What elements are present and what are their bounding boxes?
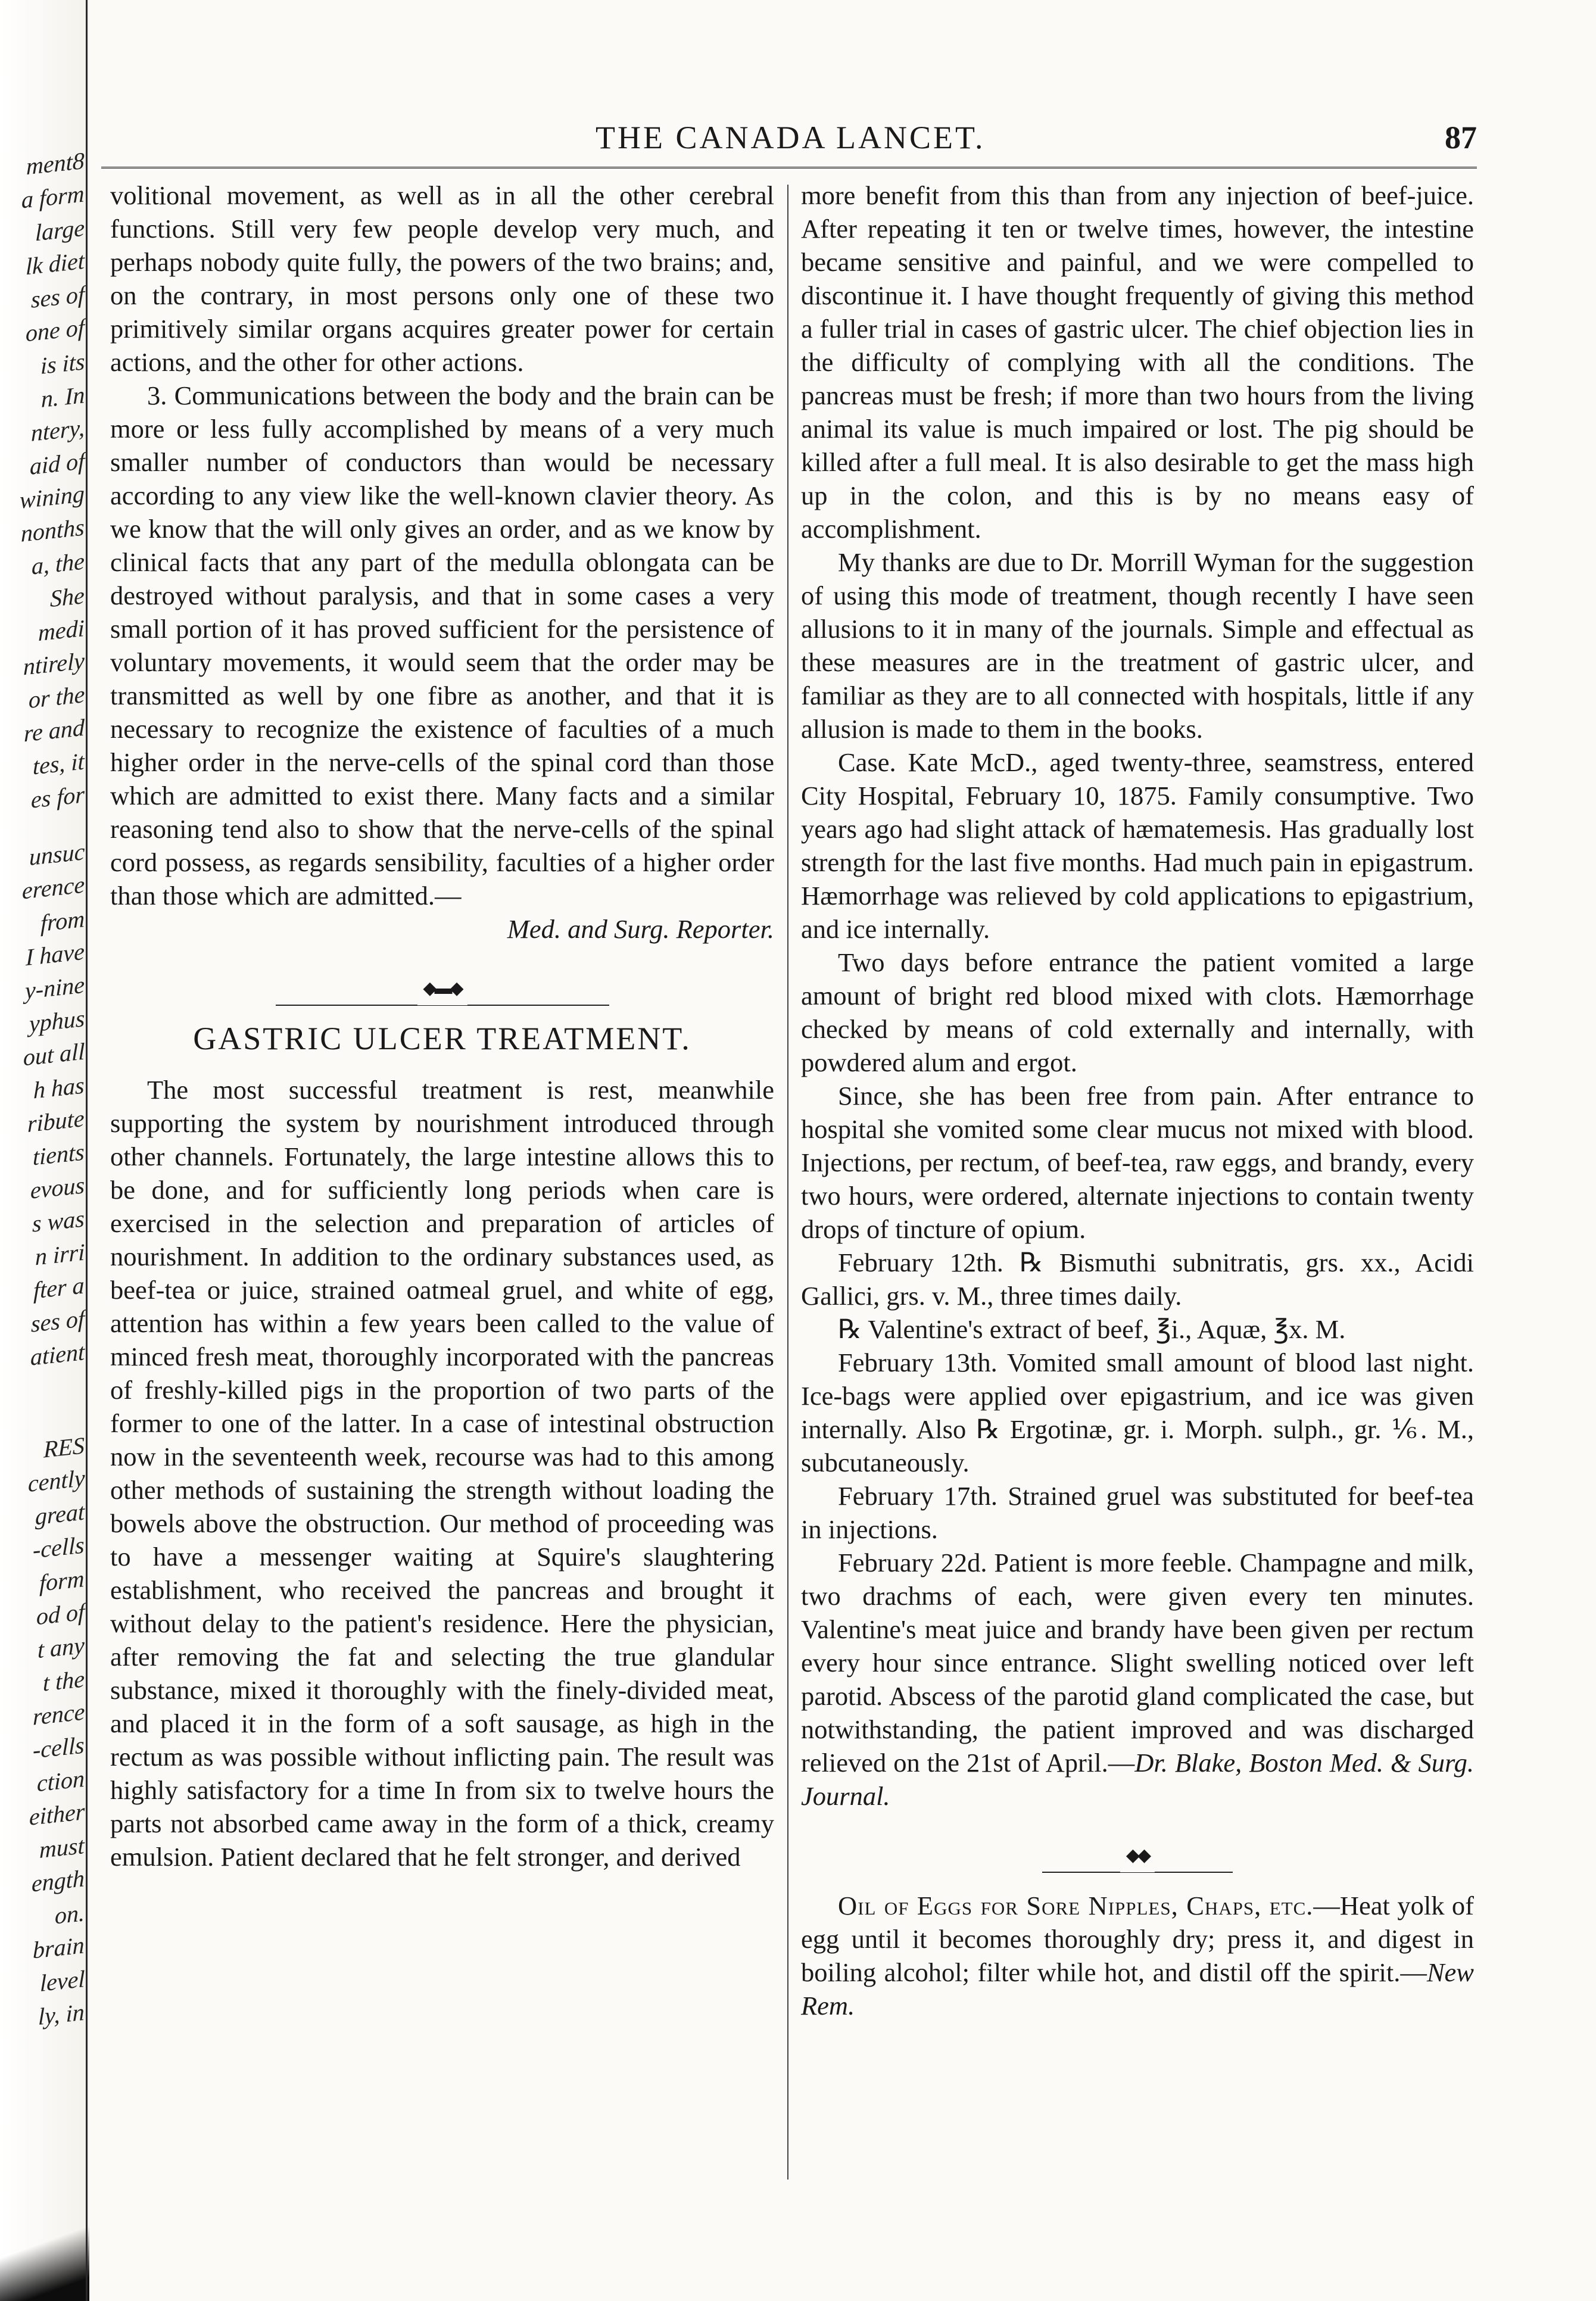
body-paragraph: The most successful treatment is rest, meanwhile supporting the system by nourishment introduced through other channels. Fortunately, the large intestine allows this to be done, and for sufficiently long periods when care is exercised in the selection and preparation of articles of nourishment. In addition to the ordinary substances used, as beef-tea or juice, strained oatmeal gruel, and white of egg, attention has within a few years been called to the value of minced fresh meat, thoroughly incorporated with the pancreas of freshly-killed pigs in the proportion of two parts of the former to one of the latter. In a case of intestinal obstruction now in the seventeenth week, recourse was had to this among other methods of sustaining the strength without loading the bowels above the obstruction. Our method of proceeding was to have a messenger waiting at Squire's slaughtering establishment, who received the pancreas and brought it without delay to the patient's residence. Here the physician, after removing the fat and selecting the true glandular substance, mixed it thoroughly with the finely-divided meat, and placed it in the form of a soft sausage, as high in the rectum as was possible without inflicting pain. The result was highly satisfactory for a time In from six to twelve hours the parts not absorbed came away in the form of a thick, creamy emulsion. Patient declared that he felt stronger, and derived [110, 1075, 774, 1872]
case-text: February 22d. Patient is more feeble. Champagne and milk, two drachms of each, were given every ten minutes. Valentine's meat juice and brandy have been given per rectum every hour since entrance. Slight swelling noticed over left parotid. Abscess of the parotid gland complicated the case, but notwithstanding, the patient improved and was discharged relieved on the 21st of April.— [801, 1548, 1474, 1778]
body-paragraph: February 12th. ℞ Bismuthi subnitratis, grs. xx., Acidi Gallici, grs. v. M., three times daily. [801, 1248, 1474, 1311]
gutter-fragment: large [35, 214, 85, 247]
body-paragraph: volitional movement, as well as in all the other cerebral functions. Still very few people develop very much, and perhaps nobody quite fully, the powers of the two brains; and, on the contrary, in most persons only one of these two primitively similar organs acquires greater power for certain actions, and the other for other actions. [110, 180, 774, 377]
body-paragraph: 3. Communications between the body and the brain can be more or less fully accomplished by means of a very much smaller number of conductors than would be necessary according to any view like the well-known clavier theory. As we know that the will only gives an order, and as we know by clinical facts that any part of the medulla oblongata can be destroyed without paralysis, and that in some cases a very small portion of it has proved sufficient for the persistence of voluntary movements, it would seem that the order may be transmitted as well by one fibre as another, and that it is necessary to recognize the existence of faculties of a much higher order in the nerve-cells of the spinal cord than those which are admitted to exist there. Many facts and a similar reasoning tend also to show that the nerve-cells of the spinal cord possess, as regards sensibility, faculties of a higher order than those which are admitted.— [110, 381, 774, 911]
source-citation: Dr. Blake, Boston Med. & Surg. Journal. [801, 1748, 1474, 1811]
separator-ornament: ◆▬◆ [417, 972, 467, 1005]
gutter-fragment: cently [27, 1464, 85, 1498]
gutter-fragment: t any [38, 1631, 85, 1664]
gutter-fragment: ction [37, 1764, 85, 1797]
column-divider [787, 185, 788, 2180]
header-rule [101, 167, 1477, 169]
gutter-fragment: re and [24, 713, 85, 747]
gutter-fragment: tients [33, 1138, 85, 1171]
body-paragraph: Since, she has been free from pain. After entrance to hospital she vomited some clear mucus not mixed with blood. Injections, per rectum, of beef-tea, raw eggs, and brandy, every two hours, were ordered, alternate injections to contain twenty drops of tincture of opium. [801, 1081, 1474, 1244]
body-paragraph: Case. Kate McD., aged twenty-three, seamstress, entered City Hospital, February 10, 1875. Family consumptive. Two years ago had slight attack of hæmatemesis. Has gradually lost strength for the last five months. Had much pain in epigastrum. Hæmorrhage was relieved by cold applications to epigastrium, and ice internally. [801, 747, 1474, 944]
note-title: Oil of Eggs for Sore Nipples, Chaps, etc. [838, 1891, 1314, 1920]
oil-of-eggs-note [801, 1889, 1474, 2022]
gutter-fragment: lk diet [26, 247, 85, 280]
gutter-fragment: must [39, 1832, 85, 1863]
facing-page-gutter [0, 0, 89, 2301]
section-separator [801, 1845, 1474, 1865]
section-title: GASTRIC ULCER TREATMENT. [193, 1021, 691, 1056]
gutter-fragment: wining [20, 480, 85, 514]
gutter-fragment: -cells [33, 1531, 85, 1564]
gutter-fragment: She [50, 581, 85, 613]
body-paragraph [801, 1546, 1474, 1813]
gutter-fragment: ly, in [38, 1998, 85, 2031]
gutter-fragment: erence [21, 871, 85, 905]
body-paragraph: February 17th. Strained gruel was substituted for beef-tea in injections. [801, 1481, 1474, 1544]
gutter-fragment: I have [26, 937, 85, 971]
body-paragraph: My thanks are due to Dr. Morrill Wyman for the suggestion of using this mode of treatment, though recently I have seen allusions to it in many of the journals. Simple and effectual as these measures are in the treatment of gastric ulcer, and familiar as they are to all connected with hospitals, little if any allusion is made to them in the books. [801, 547, 1474, 744]
gutter-fragment: brain [33, 1931, 85, 1964]
source-citation-text: Med. and Surg. Reporter. [507, 914, 774, 944]
gutter-fragment: rence [32, 1698, 85, 1731]
gutter-fragment: great [35, 1498, 85, 1530]
binding-edge [86, 0, 88, 2301]
gutter-fragment: ntery, [31, 414, 85, 447]
gutter-fragment: medi [38, 614, 85, 647]
gutter-fragment: or the [28, 681, 85, 713]
gutter-fragment: RES [43, 1432, 85, 1463]
gutter-fragment: is its [40, 348, 85, 379]
source-citation [110, 912, 774, 946]
gutter-fragment: y-nine [25, 971, 85, 1005]
gutter-fragment: out all [23, 1037, 85, 1071]
gutter-fragment: ribute [27, 1104, 85, 1138]
gutter-fragment: n irri [35, 1238, 85, 1271]
gutter-fragment: tes, it [33, 747, 85, 780]
body-paragraph: ℞ Valentine's extract of beef, ℥i., Aquæ, ℥x. M. [838, 1314, 1346, 1344]
gutter-fragment: h has [33, 1071, 85, 1104]
body-paragraph: February 13th. Vomited small amount of blood last night. Ice-bags were applied over epigastrium, and ice was given internally. Also ℞ Ergotinæ, gr. i. Morph. sulph., gr. ⅙. M., subcutaneously. [801, 1348, 1474, 1477]
gutter-fragment: level [39, 1965, 85, 1997]
binding-shadow [0, 2218, 89, 2301]
right-column [801, 179, 1474, 2022]
page-number: 87 [1445, 120, 1477, 155]
body-paragraph: more benefit from this than from any injection of beef-juice. After repeating it ten or twelve times, however, the intestine became sensitive and painful, and we were compelled to discontinue it. I have thought frequently of giving this method a fuller trial in cases of gastric ulcer. The chief objection lies in the difficulty of complying with all the conditions. The pancreas must be fresh; if more than two hours from the living animal its value is much impaired or lost. The pig should be killed after a full meal. It is also desirable to get the mass high up in the colon, and this is by no means easy of accomplishment. [801, 180, 1474, 544]
gutter-fragment: ength [32, 1865, 85, 1897]
gutter-fragment: on. [55, 1899, 85, 1929]
body-paragraph: Two days before entrance the patient vomited a large amount of bright red blood mixed with clots. Hæmorrhage checked by means of cold externally and internally, with powdered alum and ergot. [801, 947, 1474, 1077]
gutter-fragment: s was [32, 1205, 85, 1237]
gutter-fragment: aid of [29, 447, 85, 480]
gutter-fragment: one of [26, 313, 85, 347]
gutter-fragment: from [40, 905, 85, 937]
page-header [101, 119, 1477, 173]
journal-title: THE CANADA LANCET. [596, 120, 986, 155]
gutter-fragment: yphus [29, 1005, 85, 1037]
note-text: —Heat yolk of egg until it becomes thoroughly dry; press it, and digest in boiling alcohol; filter while hot, and distil off the spirit.— [801, 1891, 1474, 1987]
gutter-fragment: n. In [40, 381, 85, 413]
gutter-fragment: od of [36, 1598, 85, 1630]
gutter-fragment: ment8 [26, 146, 85, 180]
separator-ornament: ◆◆ [1120, 1839, 1155, 1872]
gutter-fragment: unsuc [29, 838, 85, 871]
gutter-fragment: either [29, 1798, 85, 1831]
gutter-fragment: a form [21, 180, 85, 214]
section-separator [110, 978, 774, 998]
gutter-fragment: nonths [21, 513, 85, 547]
gutter-fragment: atient [30, 1338, 85, 1371]
gutter-fragment: -cells [33, 1731, 85, 1764]
source-citation: New Rem. [801, 1957, 1474, 2021]
gutter-fragment: ses of [31, 280, 85, 313]
gutter-fragment: fter a [33, 1271, 85, 1304]
gutter-fragment: ntirely [23, 647, 85, 681]
gutter-fragment: es for [31, 781, 85, 813]
gutter-fragment: t the [43, 1665, 85, 1697]
gutter-fragment: a, the [32, 547, 85, 580]
gutter-fragment: ses of [31, 1305, 85, 1337]
gutter-fragment: form [39, 1565, 85, 1597]
gutter-fragment: evous [30, 1171, 85, 1204]
left-column [110, 179, 774, 1873]
